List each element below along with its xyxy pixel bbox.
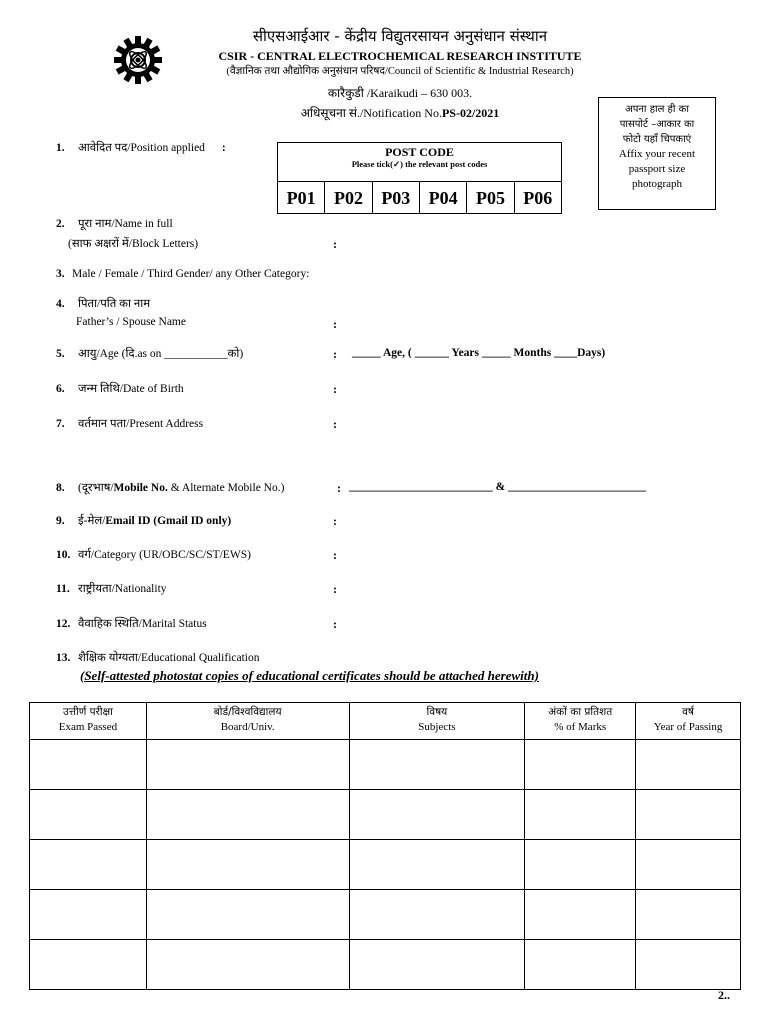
notification-number: PS-02/2021 <box>441 106 500 120</box>
photo-box-line: पासपोर्ट –आकार का <box>619 119 695 130</box>
table-cell[interactable] <box>146 890 349 940</box>
photo-box[interactable] <box>598 97 716 210</box>
field-label: ई-मेल/ <box>78 515 106 527</box>
field-nationality <box>56 581 167 596</box>
field-number: 9. <box>56 515 65 527</box>
col-board-univ: बोर्ड/विश्वविद्यालय Board/Univ. <box>146 703 349 740</box>
field-number: 3. <box>56 268 65 280</box>
table-cell[interactable] <box>349 890 525 940</box>
field-name-in-full <box>56 216 173 231</box>
table-cell[interactable] <box>146 840 349 890</box>
mobile-input-line[interactable]: _________________________ & ________________________ <box>349 481 647 493</box>
field-number: 1. <box>56 142 65 154</box>
field-number: 2. <box>56 218 65 230</box>
table-cell[interactable] <box>349 840 525 890</box>
table-cell[interactable] <box>30 940 147 990</box>
field-number: 8. <box>56 482 65 494</box>
table-header-row <box>30 703 741 740</box>
table-cell[interactable] <box>30 790 147 840</box>
post-code-p05[interactable]: P05 <box>467 182 514 214</box>
table-cell[interactable] <box>30 840 147 890</box>
page-number: 2.. <box>718 988 730 1002</box>
table-cell[interactable] <box>636 740 741 790</box>
marital-colon[interactable]: : <box>333 617 337 631</box>
field-label: & Alternate Mobile No.) <box>167 482 285 494</box>
field-father-spouse-hindi <box>56 296 150 311</box>
post-code-title: POST CODE <box>385 145 454 159</box>
age-colon: : <box>333 347 337 361</box>
table-cell[interactable] <box>525 890 636 940</box>
field-label: शैक्षिक योग्यता/Educational Qualification <box>78 652 260 664</box>
col-percent-marks: अंकों का प्रतिशत % of Marks <box>525 703 636 740</box>
photo-box-line: passport size <box>628 163 686 175</box>
table-cell[interactable] <box>525 940 636 990</box>
post-code-box <box>277 142 562 214</box>
field-marital-status <box>56 616 207 631</box>
category-colon[interactable]: : <box>333 548 337 562</box>
table-cell[interactable] <box>146 740 349 790</box>
field-label: आयु/Age (दि.as on ___________को) <box>78 348 244 360</box>
post-code-p01[interactable]: P01 <box>278 182 325 214</box>
field-number: 13. <box>56 652 71 664</box>
photo-box-line: photograph <box>631 178 683 190</box>
table-row <box>30 840 741 890</box>
field-label-bold: Email ID (Gmail ID only) <box>105 515 232 527</box>
nationality-colon[interactable]: : <box>333 582 337 596</box>
table-cell[interactable] <box>636 840 741 890</box>
field-position-applied <box>56 140 226 155</box>
table-row <box>30 790 741 840</box>
table-cell[interactable] <box>349 740 525 790</box>
field-number: 4. <box>56 298 65 310</box>
qualification-table <box>29 702 741 990</box>
field-label: वर्तमान पता/Present Address <box>78 418 204 430</box>
field-label: वैवाहिक स्थिति/Marital Status <box>78 618 207 630</box>
father-colon[interactable]: : <box>333 317 337 331</box>
field-label: (दूरभाष/ <box>78 482 114 494</box>
certificates-note: (Self-attested photostat copies of educational certificates should be attached herewith) <box>80 668 539 683</box>
col-year-of-passing: वर्ष Year of Passing <box>636 703 741 740</box>
field-label: पूरा नाम/Name in full <box>78 218 173 230</box>
field-number: 10. <box>56 549 71 561</box>
english-institute-title: CSIR - CENTRAL ELECTROCHEMICAL RESEARCH INSTITUTE <box>218 49 582 63</box>
field-label-bold: Mobile No. <box>113 482 168 494</box>
council-line: (वैज्ञानिक तथा औद्योगिक अनुसंधान परिषद/Council of Scientific & Industrial Research) <box>226 66 574 77</box>
age-input-line[interactable]: _____ Age, ( ______ Years _____ Months ____Days) <box>352 347 606 359</box>
email-colon[interactable]: : <box>333 514 337 528</box>
col-exam-passed: उत्तीर्ण परीक्षा Exam Passed <box>30 703 147 740</box>
table-row <box>30 940 741 990</box>
table-cell[interactable] <box>146 790 349 840</box>
address-colon[interactable]: : <box>333 417 337 431</box>
dob-colon[interactable]: : <box>333 382 337 396</box>
field-father-spouse-name: Father’s / Spouse Name <box>76 316 186 328</box>
field-block-letters: (साफ अक्षरों में/Block Letters) <box>68 238 199 250</box>
field-educational-qualification <box>56 650 260 665</box>
notification-line <box>150 104 650 121</box>
table-cell[interactable] <box>525 840 636 890</box>
table-cell[interactable] <box>30 890 147 940</box>
field-category <box>56 547 251 562</box>
post-code-p06[interactable]: P06 <box>523 188 553 208</box>
mobile-colon: : <box>337 481 341 495</box>
field-number: 11. <box>56 583 70 595</box>
post-code-instruction: Please tick(✓) the relevant post codes <box>351 159 488 169</box>
table-cell[interactable] <box>636 890 741 940</box>
field-label: पिता/पति का नाम <box>78 298 151 310</box>
post-code-p03[interactable]: P03 <box>373 182 420 214</box>
hindi-institute-title: सीएसआईआर - केंद्रीय विद्युतरसायन अनुसंधान संस्थान <box>252 27 548 45</box>
field-label: राष्ट्रीयता/Nationality <box>78 583 167 595</box>
field-number: 5. <box>56 348 65 360</box>
table-cell[interactable] <box>636 790 741 840</box>
field-age <box>56 346 243 361</box>
field-date-of-birth <box>56 381 184 396</box>
field-number: 12. <box>56 618 71 630</box>
field-label: वर्ग/Category (UR/OBC/SC/ST/EWS) <box>78 549 251 561</box>
field-colon: : <box>221 142 226 154</box>
field-gender[interactable] <box>56 268 309 280</box>
table-cell[interactable] <box>349 790 525 840</box>
field-mobile <box>56 480 284 495</box>
notification-label: अधिसूचना सं./Notification No. <box>300 106 442 120</box>
post-code-options <box>278 181 561 214</box>
field-email <box>56 513 231 528</box>
post-code-p02[interactable]: P02 <box>325 182 372 214</box>
table-cell[interactable] <box>636 940 741 990</box>
field-present-address <box>56 416 203 431</box>
table-cell[interactable] <box>349 940 525 990</box>
col-subjects: विषय Subjects <box>349 703 525 740</box>
field-number: 7. <box>56 418 65 430</box>
table-cell[interactable] <box>146 940 349 990</box>
field-number: 6. <box>56 383 65 395</box>
institute-address: कारैकुडी /Karaikudi – 630 003. <box>327 86 473 100</box>
photo-box-line: फोटो यहाँ चिपकाएं <box>622 134 692 145</box>
field-label: Male / Female / Third Gender/ any Other Category: <box>72 268 310 280</box>
photo-box-line: अपना हाल ही का <box>625 104 689 115</box>
field-label: जन्म तिथि/Date of Birth <box>78 383 184 395</box>
name-colon[interactable]: : <box>333 237 337 251</box>
table-cell[interactable] <box>30 740 147 790</box>
photo-box-line: Affix your recent <box>618 148 696 160</box>
post-code-p04[interactable]: P04 <box>420 182 467 214</box>
table-cell[interactable] <box>525 790 636 840</box>
table-cell[interactable] <box>525 740 636 790</box>
table-row <box>30 890 741 940</box>
table-row <box>30 740 741 790</box>
field-label: आवेदित पद/Position applied <box>78 142 205 154</box>
